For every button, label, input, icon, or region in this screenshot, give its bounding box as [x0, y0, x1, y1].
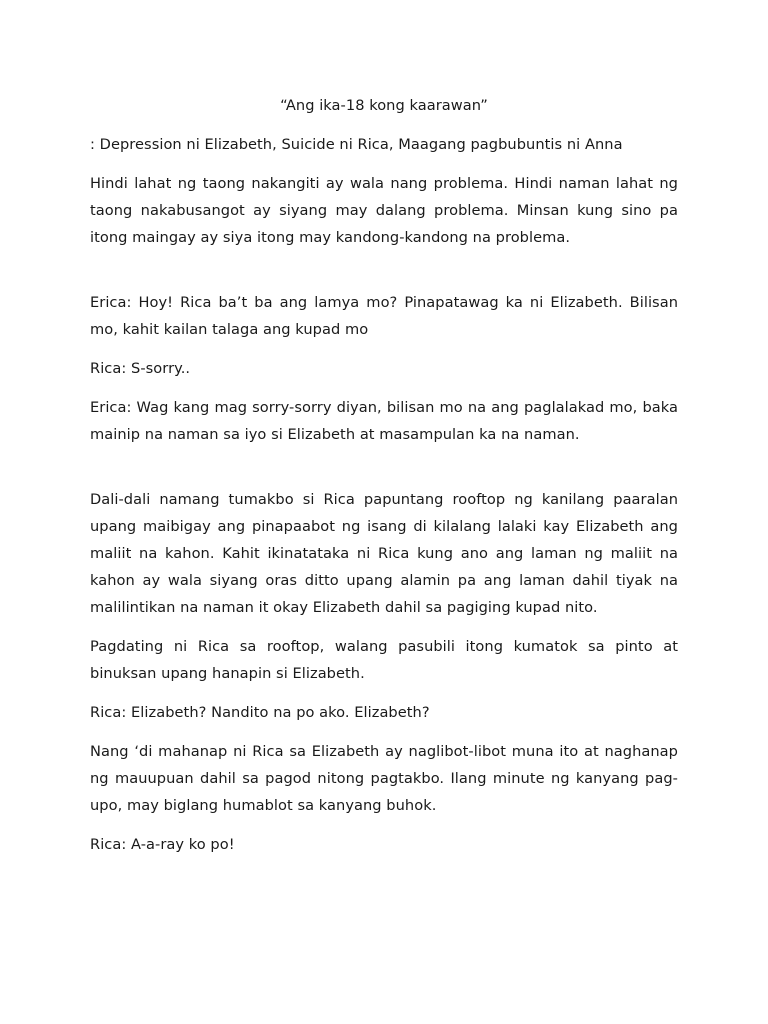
- paragraph-narration-3: Nang ‘di mahanap ni Rica sa Elizabeth ay naglibot-libot muna ito at naghanap ng mauupuan dahil sa pagod nitong pagtakbo. Ilang minute ng kanyang pag-upo, may biglang humablot sa kanyang buhok.: [90, 743, 678, 814]
- paragraph-spacer: [90, 460, 678, 486]
- dialogue-rica-2: Rica: Elizabeth? Nandito na po ako. Elizabeth?: [90, 704, 430, 721]
- paragraph-narration-2: Pagdating ni Rica sa rooftop, walang pasubili itong kumatok sa pinto at binuksan upang hanapin si Elizabeth.: [90, 638, 678, 682]
- document-title: “Ang ika-18 kong kaarawan”: [280, 97, 488, 114]
- paragraph-intro: Hindi lahat ng taong nakangiti ay wala nang problema. Hindi naman lahat ng taong nakabusangot ay siyang may dalang problema. Minsan kung sino pa itong maingay ay siya itong may kandong-kandong na problema.: [90, 175, 678, 246]
- paragraph-spacer: [90, 263, 678, 289]
- dialogue-erica-2: Erica: Wag kang mag sorry-sorry diyan, bilisan mo na ang paglalakad mo, baka mainip na naman sa iyo si Elizabeth at masampulan ka na naman.: [90, 399, 678, 443]
- dialogue-erica-1: Erica: Hoy! Rica ba’t ba ang lamya mo? Pinapatawag ka ni Elizabeth. Bilisan mo, kahit kailan talaga ang kupad mo: [90, 294, 678, 338]
- paragraph-narration-1: Dali-dali namang tumakbo si Rica papuntang rooftop ng kanilang paaralan upang maibigay ang pinapaabot ng isang di kilalang lalaki kay Elizabeth ang maliit na kahon. Kahit ikinatataka ni Rica kung ano ang laman ng maliit na kahon ay wala siyang oras ditto upang alamin pa ang laman dahil tiyak na malilintikan na naman it okay Elizabeth dahil sa pagiging kupad nito.: [90, 491, 678, 616]
- dialogue-rica-1: Rica: S-sorry..: [90, 360, 191, 377]
- document-subtitle: : Depression ni Elizabeth, Suicide ni Rica, Maagang pagbubuntis ni Anna: [90, 136, 623, 153]
- dialogue-rica-3: Rica: A-a-ray ko po!: [90, 836, 235, 853]
- document-body: [90, 92, 678, 870]
